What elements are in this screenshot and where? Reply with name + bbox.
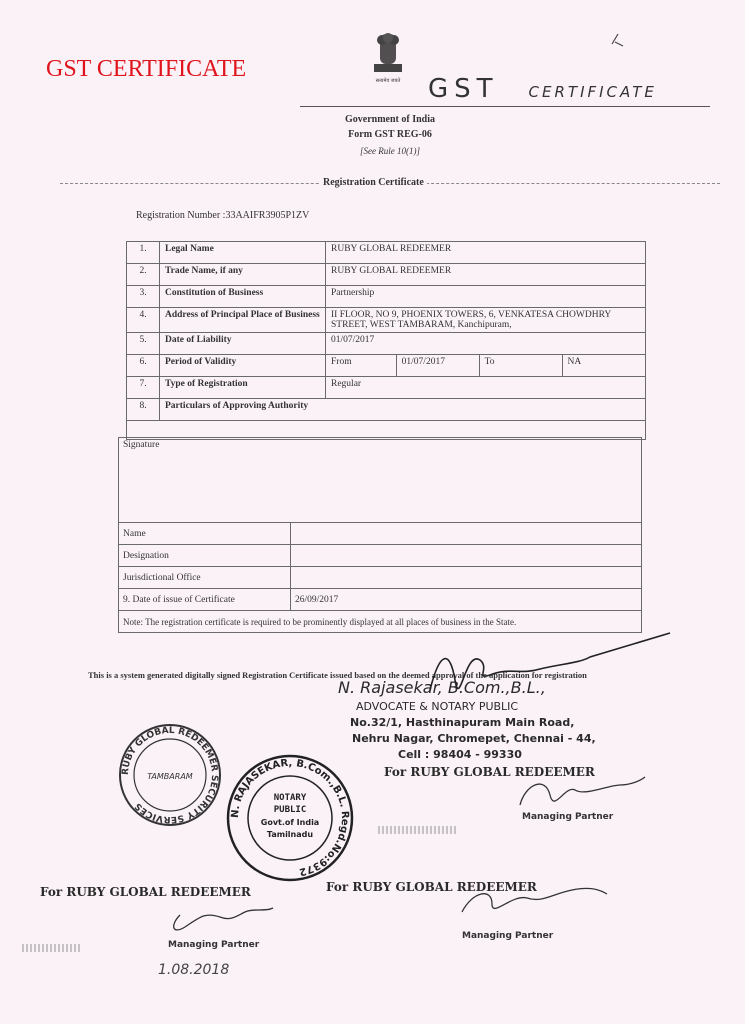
row-number: 2. [127,264,160,286]
row-value: Regular [326,377,646,399]
table-row [127,264,646,286]
table-row [119,567,642,589]
notary-address-2: Nehru Nagar, Chromepet, Chennai - 44, [352,732,596,745]
row-label: Date of Liability [160,333,326,355]
handwritten-title [428,74,657,104]
partner-signature-icon [520,777,645,805]
managing-partner-3: Managing Partner [462,931,554,941]
corner-mark-icon [612,34,623,46]
row-number: 6. [127,355,160,377]
smudge-mark [378,826,458,834]
row-value: RUBY GLOBAL REDEEMER [326,264,646,286]
table-row [119,523,642,545]
designation-value [291,545,642,567]
issue-date-value: 26/09/2017 [291,589,642,611]
validity-cell [326,355,646,377]
section-title: Registration Certificate [320,177,427,188]
table-row [127,355,646,377]
handwritten-title-certificate: CERTIFICATE [528,83,657,101]
designation-label: Designation [119,545,291,567]
table-row [119,589,642,611]
company-seal-center: TAMBARAM [147,772,193,781]
display-note: Note: The registration certificate is required to be prominently displayed at all places of business in the State. [119,611,642,633]
notary-cell: Cell : 98404 - 99330 [398,748,522,761]
row-label: Constitution of Business [160,286,326,308]
row-number: 7. [127,377,160,399]
notary-seal-line-3: Govt.of India [260,818,320,827]
partner-signature-icon [174,908,273,930]
gov-line-2: Form GST REG-06 [348,129,432,140]
smudge-mark [22,944,82,952]
notary-title: ADVOCATE & NOTARY PUBLIC [356,700,519,713]
row-label: Address of Principal Place of Business [160,308,326,333]
svg-text:N. RAJASEKAR, B.Com.,B.L. Regd [230,758,350,877]
notary-seal-ring-text: N. RAJASEKAR, B.Com.,B.L. Regd.No:9372 [229,757,351,878]
issue-date-label: 9. Date of issue of Certificate [119,589,291,611]
validity-to-label: To [479,355,562,376]
row-number: 1. [127,242,160,264]
row-number: 8. [127,399,160,421]
row-label: Period of Validity [160,355,326,377]
row-number: 5. [127,333,160,355]
jurisdiction-label: Jurisdictional Office [119,567,291,589]
row-number: 3. [127,286,160,308]
for-firm-stamp-2: For RUBY GLOBAL REDEEMER [40,885,251,899]
notary-seal-line-2: PUBLIC [273,805,307,815]
notary-seal-icon [228,756,352,880]
gov-line-1: Government of India [345,114,435,125]
table-row [127,377,646,399]
validity-from-label: From [326,355,396,376]
validity-from-value: 01/07/2017 [396,355,479,376]
row-label: Legal Name [160,242,326,264]
signature-table [118,437,642,633]
company-seal-icon [120,725,220,825]
signature-label: Signature [119,438,642,523]
row-value: II FLOOR, NO 9, PHOENIX TOWERS, 6, VENKATESA CHOWDHRY STREET, WEST TAMBARAM, Kanchipuram, [326,308,646,333]
row-value: RUBY GLOBAL REDEEMER [326,242,646,264]
name-label: Name [119,523,291,545]
notary-seal-line-4: Tamilnadu [266,830,314,839]
validity-to-value: NA [567,357,582,367]
jurisdiction-value [291,567,642,589]
for-firm-stamp-3: For RUBY GLOBAL REDEEMER [326,880,537,894]
registration-number-value: 33AAIFR3905P1ZV [225,210,310,221]
registration-number [136,210,309,221]
row-value: Partnership [326,286,646,308]
for-firm-stamp-1: For RUBY GLOBAL REDEEMER [384,765,595,779]
system-generated-note: This is a system generated digitally signed Registration Certificate issued based on the deemed approval of the application for registration [88,670,587,680]
row-number: 4. [127,308,160,333]
table-row [119,545,642,567]
table-row [127,242,646,264]
registration-number-label: Registration Number : [136,210,226,221]
company-seal-ring-text: RUBY GLOBAL REDEEMER SECURITY SERVICES [120,725,220,825]
table-row [127,308,646,333]
notary-address-1: No.32/1, Hasthinapuram Main Road, [350,716,575,729]
table-row [127,399,646,421]
gov-line-3: [See Rule 10(1)] [360,146,420,156]
notary-seal-line-1: NOTARY [273,793,307,803]
row-label: Type of Registration [160,377,326,399]
table-row [119,611,642,633]
national-emblem-icon [366,30,410,88]
registration-details-table [126,241,646,440]
validity-subtable [326,355,645,376]
table-row [119,438,642,523]
emblem-caption: सत्यमेव जयते [375,78,401,84]
name-value [291,523,642,545]
handwritten-title-gst: GST [428,74,499,104]
managing-partner-1: Managing Partner [522,812,614,822]
table-row [127,333,646,355]
row-value: 01/07/2017 [326,333,646,355]
notary-name: N. Rajasekar, B.Com.,B.L., [338,678,546,697]
header-rule [300,106,710,107]
row-label: Trade Name, if any [160,264,326,286]
page-heading: GST CERTIFICATE [46,56,247,82]
row-label: Particulars of Approving Authority [160,399,646,421]
handwritten-date: 1.08.2018 [158,962,230,978]
table-row [127,286,646,308]
managing-partner-2: Managing Partner [168,940,260,950]
svg-text:RUBY GLOBAL REDEEMER SECURITY [121,726,219,824]
